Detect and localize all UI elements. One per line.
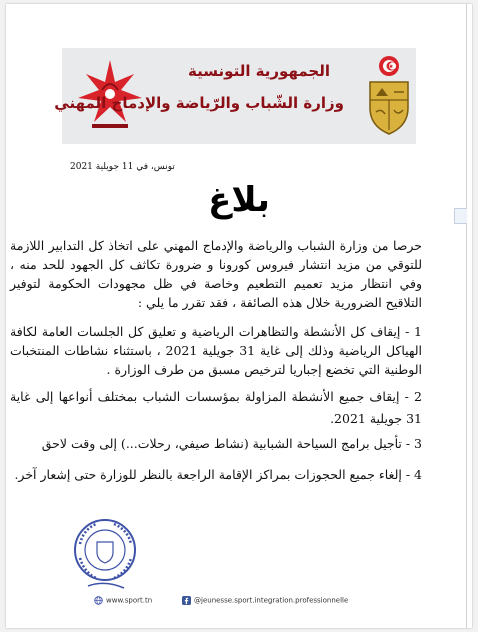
official-stamp-icon	[68, 514, 142, 594]
decision-item-2	[10, 386, 422, 430]
letterhead	[54, 48, 416, 144]
page-edge-line	[466, 4, 467, 628]
footer	[72, 592, 422, 610]
footer-facebook-text: @jeunesse.sport.integration.professionnelle	[194, 596, 349, 605]
decision-item-1	[10, 322, 422, 379]
footer-website-text: www.sport.tn	[106, 596, 153, 605]
document-page	[6, 4, 472, 628]
decision-item-3	[10, 434, 422, 453]
decision-item-2-text: 2 - إيقاف جميع الأنشطة المزاولة بمؤسسات الشباب بمختلف أنواعها إلى غاية 31 جويلية 2021.	[10, 389, 422, 426]
decision-item-4-text: 4 - إلغاء جميع الحجوزات بمراكز الإقامة الراجعة بالنظر للوزارة حتى إشعار آخر.	[14, 467, 422, 482]
intro-text: حرصا من وزارة الشباب والرياضة والإدماج المهني على اتخاذ كل التدابير اللازمة للتوقي من مزيد انتشار فيروس كورونا و ضرورة تكاثف كل الجهود للحد منه ، وفي انتظار مزيد تعميم التطعيم وخاصة في ظل مجهودات الحكومة لتوفير التلاقيح الضرورية خلال هذه الصائفة ، فقد تقرر ما يلي :	[10, 238, 422, 310]
intro-paragraph	[10, 236, 422, 312]
document-date: تونس، في 11 جويلية 2021	[70, 162, 175, 172]
tunisia-coat-of-arms-icon	[364, 52, 414, 140]
facebook-icon	[182, 596, 191, 605]
decision-item-4	[10, 464, 422, 486]
footer-facebook[interactable]	[182, 596, 348, 605]
globe-icon	[94, 596, 103, 605]
decision-item-1-text: 1 - إيقاف كل الأنشطة والتظاهرات الرياضية و تعليق كل الجلسات العامة لكافة الهياكل الرياضية وذلك إلى غاية 31 جويلية 2021 ، باستثناء نشاطات المنتخبات الوطنية التي تخضع إجباريا لترخيص مسبق من طرف الوزارة .	[10, 324, 422, 377]
footer-website[interactable]	[94, 596, 152, 605]
document-title: بلاغ	[208, 180, 270, 220]
ministry-name: وزارة الشّباب والرّياضة والإدماج المهني	[54, 94, 344, 112]
republic-name: الجمهورية التونسية	[188, 62, 330, 80]
decision-item-3-text: 3 - تأجيل برامج السياحة الشبابية (نشاط صيفي، رحلات...) إلى وقت لاحق	[41, 436, 422, 451]
